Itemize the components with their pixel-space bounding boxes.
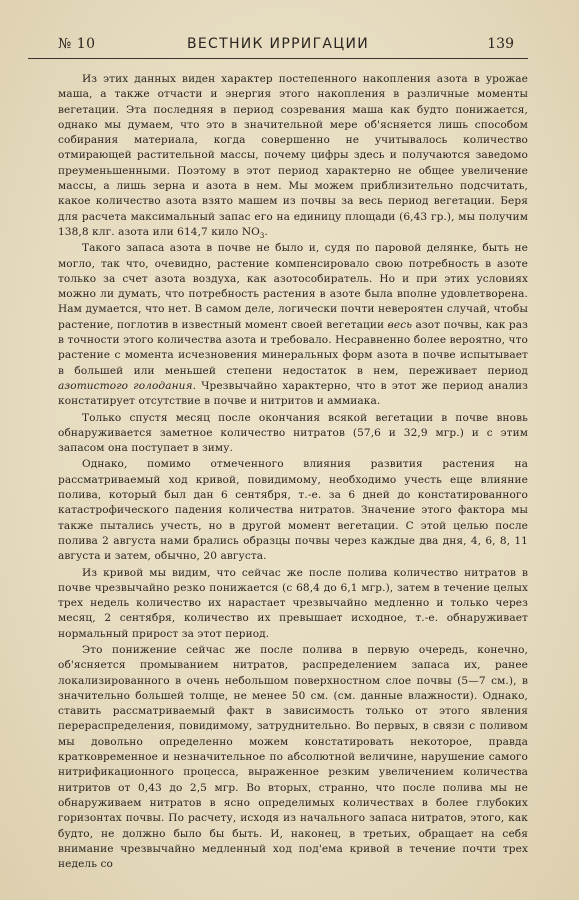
paragraph-2 bbox=[58, 241, 528, 409]
paragraph-2-text-a: Такого запаса азота в почве не было и, судя по паровой делянке, быть не могло, так что, очевидно, растение компенсировало свою потребность в азоте только за счет азота воздуха, как азотособиратель. Но и при этих условиях можно ли думать, что потребность растения в азоте была вполне удовлетворена. Нам думается, что нет. В самом деле, логически почти невероятен случай, чтобы растение, поглотив в известный момент своей вегетации bbox=[58, 242, 528, 331]
emphasis-ves: весь bbox=[387, 318, 413, 331]
running-header bbox=[28, 30, 528, 59]
article-body bbox=[58, 72, 529, 871]
paragraph-6: Это понижение сейчас же после полива в первую очередь, конечно, об'ясняется промыванием нитратов, распределением запаса их, ранее локализированного в очень небольшом поверхностном слое почвы (5—7 см.), в значительно большей толще, не менее 50 см. (см. данные влажности). Однако, ставить рассматриваемый факт в зависимость только от этого явления перераспределения, повидимому, затруднительно. Во первых, в связи с поливом мы довольно определенно можем констатировать некоторое, правда кратковременное и незначительное по абсолютной величине, нарушение самого нитрификационного процесса, выраженное резким увеличением количества нитритов от 0,43 до 2,5 мгр. Во вторых, странно, что после полива мы не обнаруживаем нитратов в ясно определимых количествах в более глубоких горизонтах почвы. По расчету, исходя из начального запаса нитратов, этого, как будто, не должно было бы быть. И, наконец, в третьих, обращает на себя внимание чрезвычайно медленный ход под'ема кривой в течение почти трех недель со bbox=[58, 643, 528, 871]
paragraph-1-end: . bbox=[264, 225, 268, 238]
paragraph-4: Однако, помимо отмеченного влияния развития растения на рассматриваемый ход кривой, повидимому, необходимо учесть еще влияние полива, который был дан 6 сентября, т.-е. за 6 дней до констатированного катастрофического падения количества нитратов. Значение этого фактора мы также пытались учесть, но в другой момент вегетации. С этой целью после полива 2 августа нами брались образцы почвы через каждые два дня, 4, 6, 8, 11 августа и затем, обычно, 20 августа. bbox=[58, 458, 528, 563]
emphasis-nitrogen-starvation: азотистого голодания bbox=[58, 379, 193, 392]
paragraph-1-text: Из этих данных виден характер постепенного накопления азота в урожае маша, а также отчасти и энергия этого накопления в различные моменты вегетации. Эта последняя в период созревания маша как будто понижается, однако мы думаем, что это в значительной мере об'ясняется лишь способом собирания материала, когда совершенно не учитывалось количество отмирающей растительной массы, почему цифры здесь и получаются заведомо преуменьшенными. Поэтому в этот период характерно не общее увеличение массы, а лишь зерна и азота в нем. Мы можем приблизительно подсчитать, какое количество азота взято машем из почвы за весь период вегетации. Беря для расчета максимальный запас его на единицу площади (6,43 гр.), мы получим 138,8 клг. азота или 614,7 кило NO bbox=[58, 73, 528, 238]
paragraph-1 bbox=[58, 72, 528, 240]
issue-number: № 10 bbox=[58, 36, 96, 52]
paragraph-2-text-c: . Чрезвычайно характерно, что в этот же период анализ констатирует отсутствие в почве и нитритов и аммиака. bbox=[58, 379, 528, 408]
paragraph-3: Только спустя месяц после окончания всякой вегетации в почве вновь обнаруживается заметное количество нитратов (57,6 и 32,9 мгр.) и с этим запасом она поступает в зиму. bbox=[58, 411, 528, 455]
subscript-3: 3 bbox=[259, 232, 265, 241]
paragraph-2-text-b: азот почвы, как раз в точности этого количества азота и требовало. Несравненно более вероятно, что растение с момента исчезновения минеральных форм азота в почве испытывает в большей или меньшей степени недостаток в нем, переживает период bbox=[58, 318, 529, 377]
page-number: 139 bbox=[487, 36, 514, 52]
journal-title: ВЕСТНИК ИРРИГАЦИИ bbox=[186, 36, 370, 52]
paragraph-5: Из кривой мы видим, что сейчас же после полива количество нитратов в почве чрезвычайно резко понижается (с 68,4 до 6,1 мгр.), затем в течение целых трех недель количество их нарастает чрезвычайно медленно и только через месяц, 2 сентября, количество их превышает исходное, т.-е. обнаруживает нормальный прирост за этот период. bbox=[58, 566, 528, 640]
